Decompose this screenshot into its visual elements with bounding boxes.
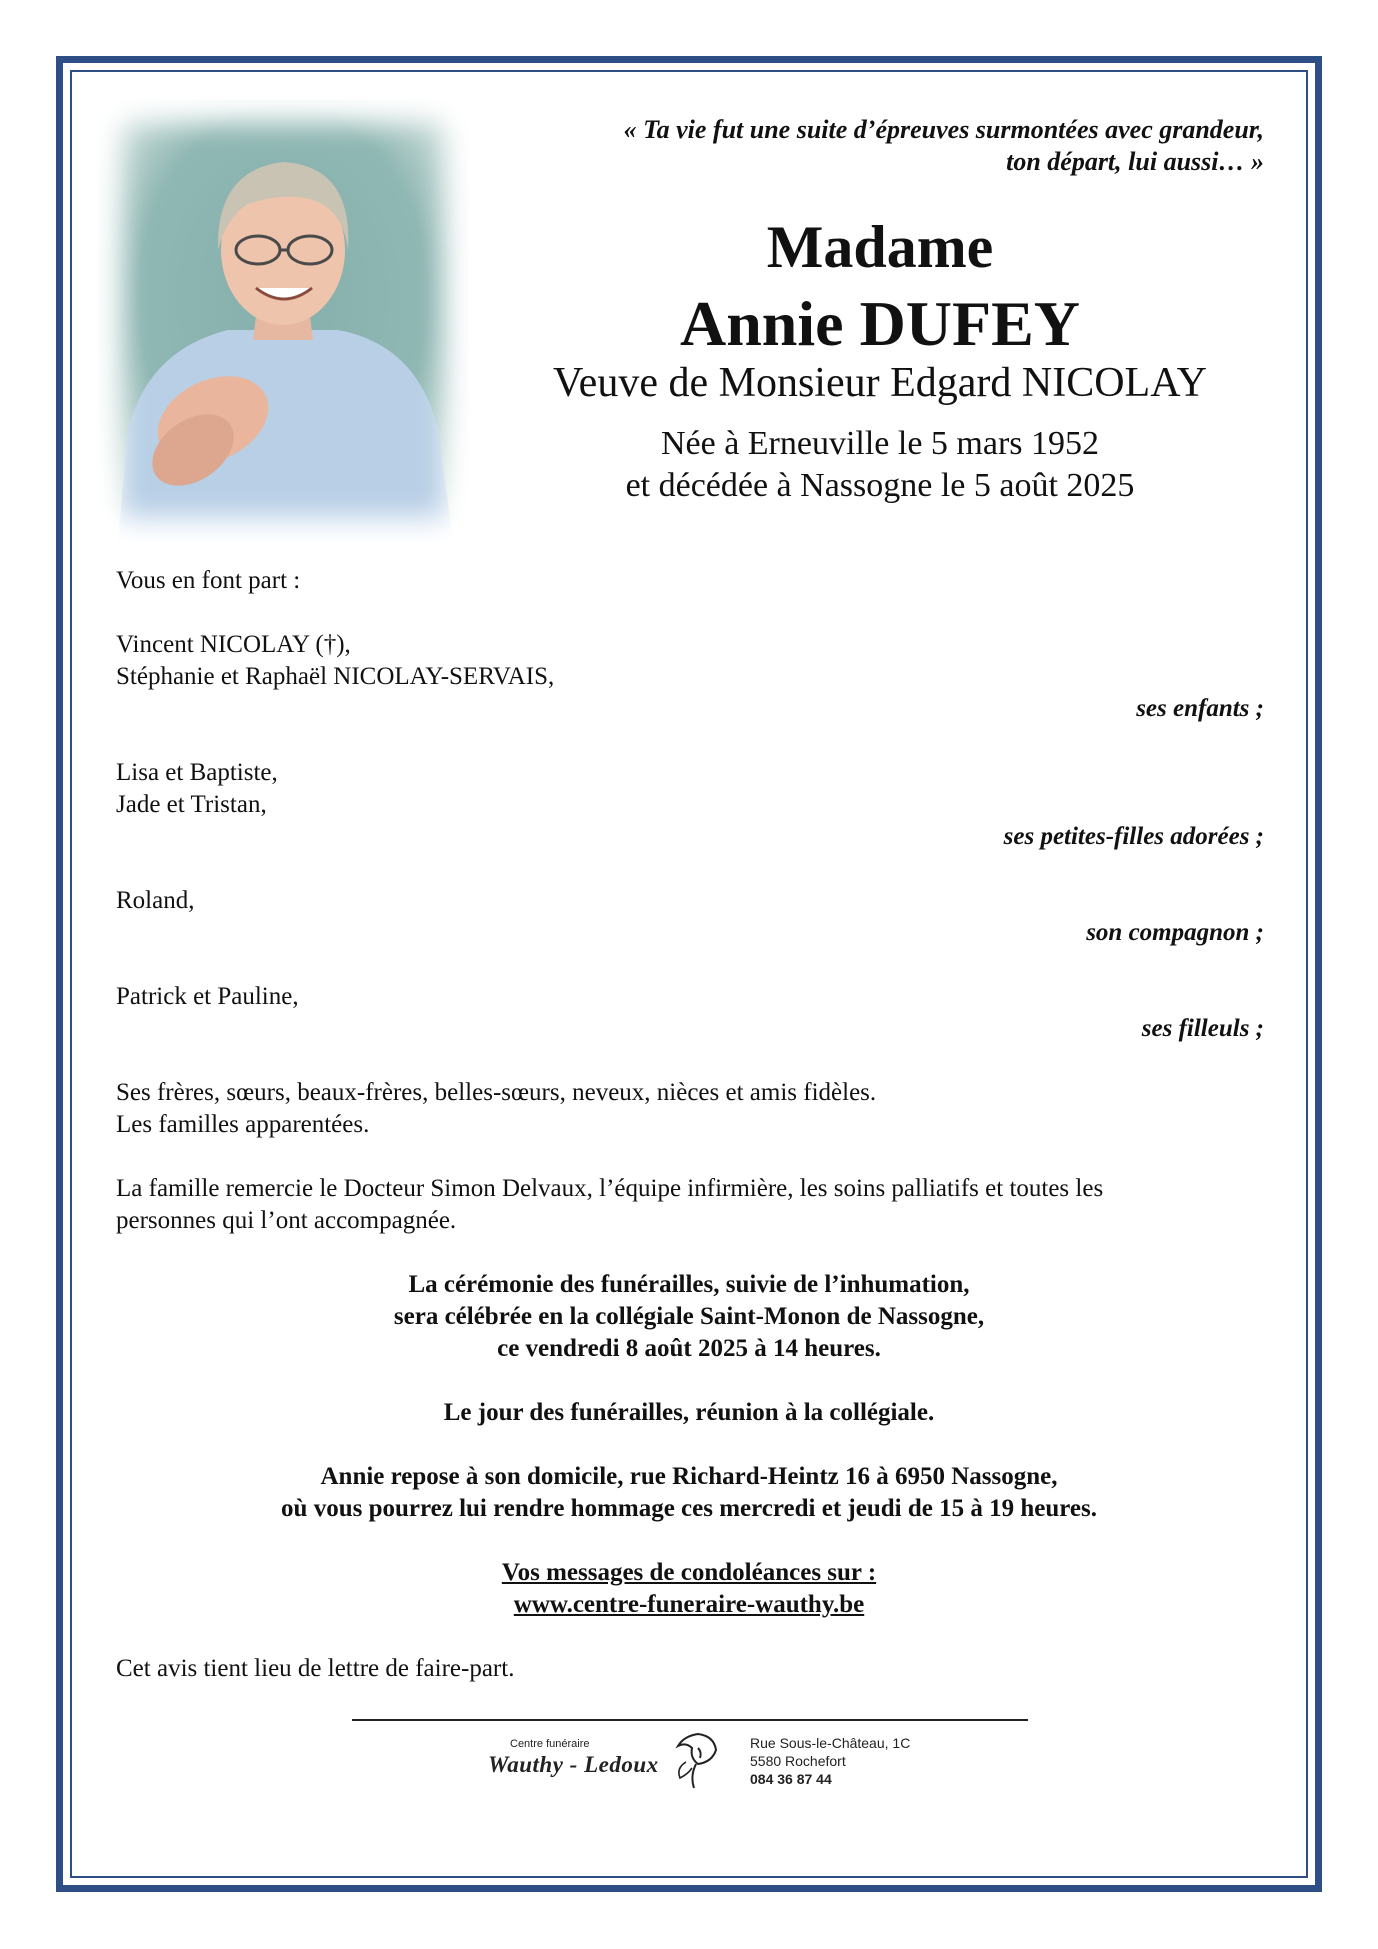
calla-lily-logo-icon [668,1728,724,1790]
epigraph-quote [504,114,1264,178]
thanks-line-2: personnes qui l’ont accompagnée. [116,1207,457,1234]
ceremony-line-3: ce vendredi 8 août 2025 à 14 heures. [497,1335,881,1362]
repose-line-1: Annie repose à son domicile, rue Richard-Heintz 16 à 6950 Nassogne, [320,1463,1058,1490]
family-godchildren-line: Patrick et Pauline, [116,983,299,1010]
relation-granddaughters: ses petites-filles adorées ; [1003,823,1264,850]
repose-info [116,1461,1262,1525]
family-granddaughters-line-2: Jade et Tristan, [116,791,267,818]
quote-line-1: « Ta vie fut une suite d’épreuves surmontées avec grandeur, [623,115,1264,144]
thanks-line-1: La famille remercie le Docteur Simon Delvaux, l’équipe infirmière, les soins palliatifs et toutes les [116,1175,1104,1202]
death-line: et décédée à Nassogne le 5 août 2025 [625,467,1135,504]
others-line-1: Ses frères, sœurs, beaux-frères, belles-sœurs, neveux, nièces et amis fidèles. [116,1079,877,1106]
family-companion-line: Roland, [116,887,195,914]
meeting-info: Le jour des funérailles, réunion à la collégiale. [443,1399,935,1426]
ceremony-info [116,1269,1262,1365]
footer-address-line-1: Rue Sous-le-Château, 1C [750,1735,911,1751]
condolences-label: Vos messages de condoléances sur : [501,1559,877,1586]
family-children-line-1: Vincent NICOLAY (†), [116,631,351,658]
life-dates [500,423,1260,507]
relation-godchildren: ses filleuls ; [1141,1015,1264,1042]
relation-companion: son compagnon ; [1086,919,1264,946]
spouse-line: Veuve de Monsieur Edgard NICOLAY [553,360,1207,406]
logo-name: Wauthy - Ledoux [488,1752,659,1777]
repose-line-2: où vous pourrez lui rendre hommage ces mercredi et jeudi de 15 à 19 heures. [281,1495,1097,1522]
family-children-line-2: Stéphanie et Raphaël NICOLAY-SERVAIS, [116,663,555,690]
others-line-2: Les familles apparentées. [116,1111,370,1138]
logo-subtitle: Centre funéraire [510,1738,590,1750]
ceremony-line-1: La cérémonie des funérailles, suivie de l’inhumation, [408,1271,970,1298]
deceased-name: Annie DUFEY [679,288,1081,359]
intro-text: Vous en font part : [116,567,301,594]
quote-line-2: ton départ, lui aussi… » [1006,147,1264,176]
footer-divider [352,1719,1028,1721]
relation-children: ses enfants ; [1136,695,1264,722]
footer-address-line-2: 5580 Rochefort [750,1753,846,1769]
closing-text: Cet avis tient lieu de lettre de faire-part. [116,1655,515,1682]
condolences-info [116,1557,1262,1621]
portrait-photo [98,100,468,540]
birth-line: Née à Erneuville le 5 mars 1952 [660,425,1100,462]
salutation: Madame [766,214,994,280]
portrait-illustration [98,100,468,540]
condolences-url-link[interactable]: www.centre-funeraire-wauthy.be [513,1591,865,1618]
ceremony-line-2: sera célébrée en la collégiale Saint-Monon de Nassogne, [393,1303,985,1330]
footer-phone: 084 36 87 44 [750,1771,832,1787]
family-granddaughters-line-1: Lisa et Baptiste, [116,759,278,786]
